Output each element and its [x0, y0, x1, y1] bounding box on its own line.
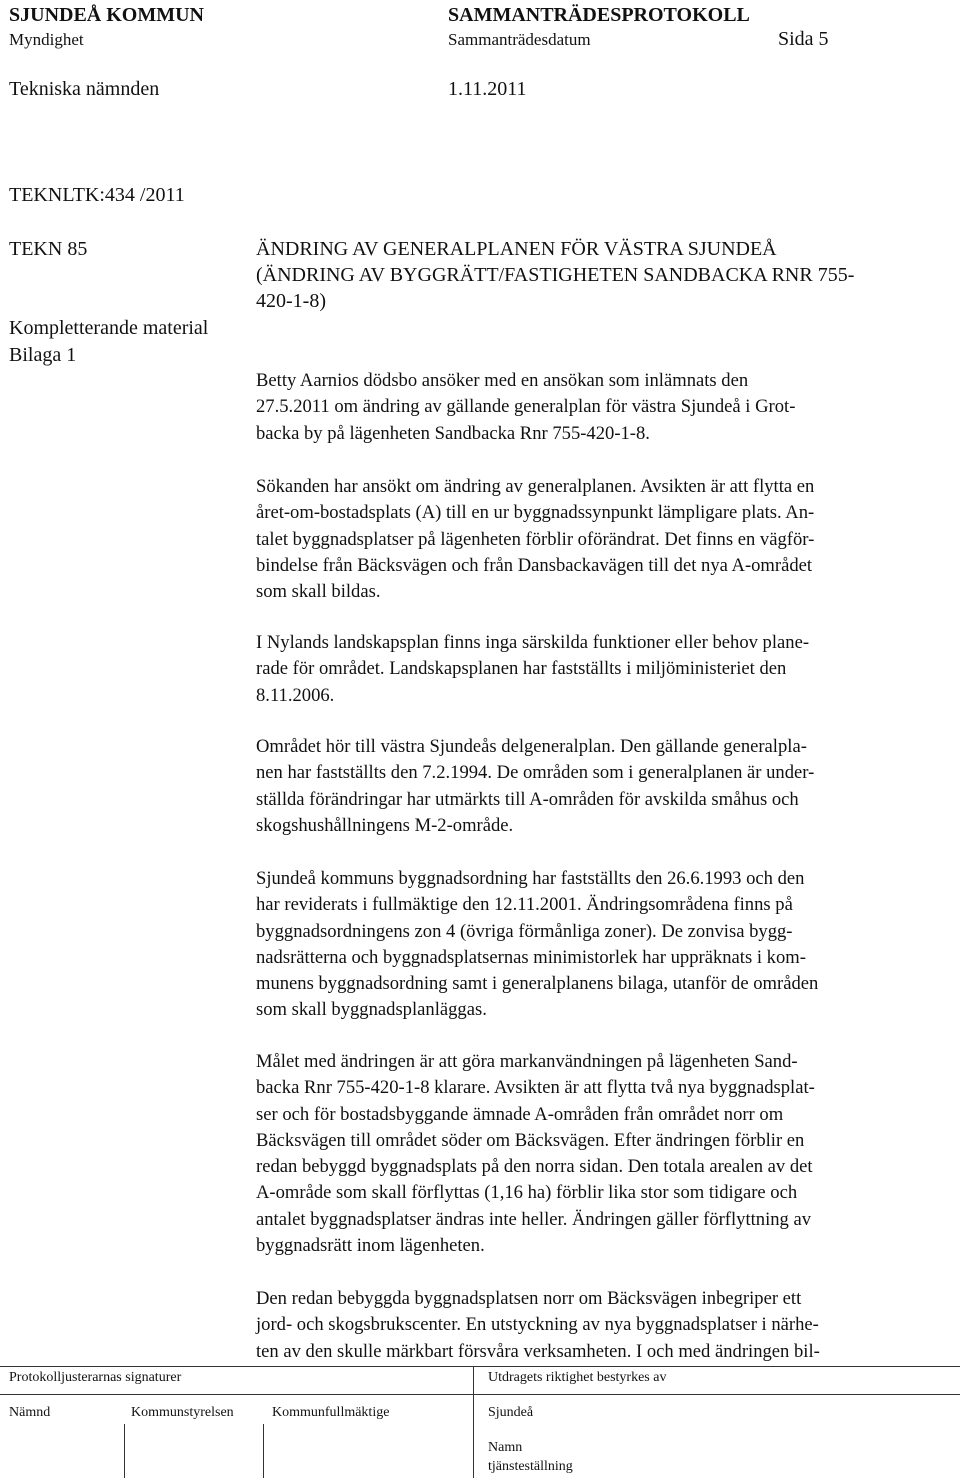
text-line: Bäcksvägen till området söder om Bäcksvägen. Efter ändringen förblir en — [256, 1129, 805, 1151]
text-line: ställda förändringar har utmärkts till A-områden för avskilda småhus och — [256, 788, 799, 810]
section-title-line: 420-1-8) — [256, 290, 326, 312]
text-line: munens byggnadsordning samt i generalplanens bilaga, utanför de områden — [256, 973, 819, 995]
text-line: som skall byggnadsplanläggas. — [256, 999, 487, 1021]
paragraph-regional-plan — [256, 630, 946, 709]
side-label-appendix: Bilaga 1 — [9, 344, 77, 366]
paragraph-application — [256, 368, 946, 447]
text-line: talet byggnadsplatser på lägenheten förblir oförändrat. Det finns en vägför- — [256, 528, 815, 550]
footer-cell-divider — [124, 1424, 125, 1478]
signatures-label: Protokolljusterarnas signaturer — [9, 1370, 182, 1385]
paragraph-building-ordinance — [256, 866, 946, 1024]
text-line: ser och för bostadsbyggande ämnade A-områden från området norr om — [256, 1103, 784, 1125]
board-label: Nämnd — [9, 1405, 51, 1420]
page-number: Sida 5 — [778, 28, 829, 50]
text-line: som skall bildas. — [256, 581, 381, 603]
text-line: backa by på lägenheten Sandbacka Rnr 755-420-1-8. — [256, 422, 650, 444]
text-line: ten av den skulle märkbart försvåra verksamheten. I och med ändringen bil- — [256, 1340, 820, 1362]
footer-column-divider — [473, 1366, 474, 1478]
text-line: Området hör till västra Sjundeås delgeneralplan. Den gällande generalpla- — [256, 736, 807, 757]
text-line: Sökanden har ansökt om ändring av generalplanen. Avsikten är att flytta en — [256, 476, 815, 497]
text-line: byggnadsrätt inom lägenheten. — [256, 1235, 485, 1257]
text-line: Den redan bebyggda byggnadsplatsen norr om Bäcksvägen inbegriper ett — [256, 1288, 802, 1309]
text-line: redan bebyggd byggnadsplats på den norra sidan. Den totala arealen av det — [256, 1156, 813, 1178]
text-line: I Nylands landskapsplan finns inga särskilda funktioner eller behov plane- — [256, 632, 810, 653]
name-label: Namn — [488, 1440, 523, 1455]
text-line: nadsrätterna och byggnadsplatsernas minimistorlek har uppräknats i kom- — [256, 946, 806, 968]
certified-label: Utdragets riktighet bestyrkes av — [488, 1370, 667, 1385]
text-line: 8.11.2006. — [256, 684, 335, 706]
text-line: backa Rnr 755-420-1-8 klarare. Avsikten är att flytta två nya byggnadsplat- — [256, 1077, 815, 1099]
reference-number: TEKNLTK:434 /2011 — [9, 184, 185, 206]
text-line: byggnadsordningens zon 4 (övriga förmånliga zoner). De zonvisa bygg- — [256, 920, 793, 942]
paragraph-purpose — [256, 474, 946, 605]
paragraph-general-plan — [256, 734, 946, 839]
authority-label: Myndighet — [9, 30, 84, 49]
section-number: TEKN 85 — [9, 238, 88, 260]
text-line: Målet med ändringen är att göra markanvändningen på lägenheten Sand- — [256, 1051, 798, 1072]
text-line: året-om-bostadsplats (A) till en ur byggnadssynpunkt lämpligare plats. An- — [256, 502, 815, 524]
text-line: nen har fastställts den 7.2.1994. De områden som i generalplanen är under- — [256, 762, 815, 784]
side-label-material: Kompletterande material — [9, 317, 209, 339]
document-type: SAMMANTRÄDESPROTOKOLL — [448, 4, 750, 26]
paragraph-existing-site — [256, 1286, 946, 1365]
text-line: rade för området. Landskapsplanen har fastställts i miljöministeriet den — [256, 658, 787, 680]
text-line: har reviderats i fullmäktige den 12.11.2001. Ändringsområdena finns på — [256, 894, 793, 916]
date-label: Sammanträdesdatum — [448, 30, 591, 49]
text-line: Betty Aarnios dödsbo ansöker med en ansökan som inlämnats den — [256, 370, 749, 391]
municipality-label: Sjundeå — [488, 1405, 534, 1420]
text-line: antalet byggnadsplatser ändras inte heller. Ändringen gäller förflyttning av — [256, 1208, 812, 1230]
text-line: jord- och skogsbrukscenter. En utstyckning av nya byggnadsplatser i närhe- — [256, 1314, 819, 1336]
footer-header-rule — [0, 1394, 960, 1395]
meeting-date: 1.11.2011 — [448, 78, 527, 100]
municipal-council-label: Kommunfullmäktige — [272, 1405, 390, 1420]
footer-cell-divider — [263, 1424, 264, 1478]
text-line: Sjundeå kommuns byggnadsordning har fastställts den 26.6.1993 och den — [256, 868, 805, 889]
section-title-line: ÄNDRING AV GENERALPLANEN FÖR VÄSTRA SJUNDEÅ — [256, 238, 777, 260]
text-line: A-område som skall förflyttas (1,16 ha) förblir lika stor som tidigare och — [256, 1182, 798, 1204]
authority-name: Tekniska nämnden — [9, 78, 160, 100]
text-line: skogshushållningens M-2-område. — [256, 814, 514, 836]
paragraph-goal — [256, 1049, 946, 1259]
organization-name: SJUNDEÅ KOMMUN — [9, 4, 204, 26]
municipal-board-label: Kommunstyrelsen — [131, 1405, 234, 1420]
position-label: tjänsteställning — [488, 1459, 573, 1474]
section-title — [256, 236, 854, 314]
footer-top-rule — [0, 1366, 960, 1367]
text-line: bindelse från Bäcksvägen och från Dansbackavägen till det nya A-området — [256, 554, 813, 576]
section-title-line: (ÄNDRING AV BYGGRÄTT/FASTIGHETEN SANDBACKA RNR 755- — [256, 264, 855, 286]
text-line: 27.5.2011 om ändring av gällande generalplan för västra Sjundeå i Grot- — [256, 396, 796, 418]
